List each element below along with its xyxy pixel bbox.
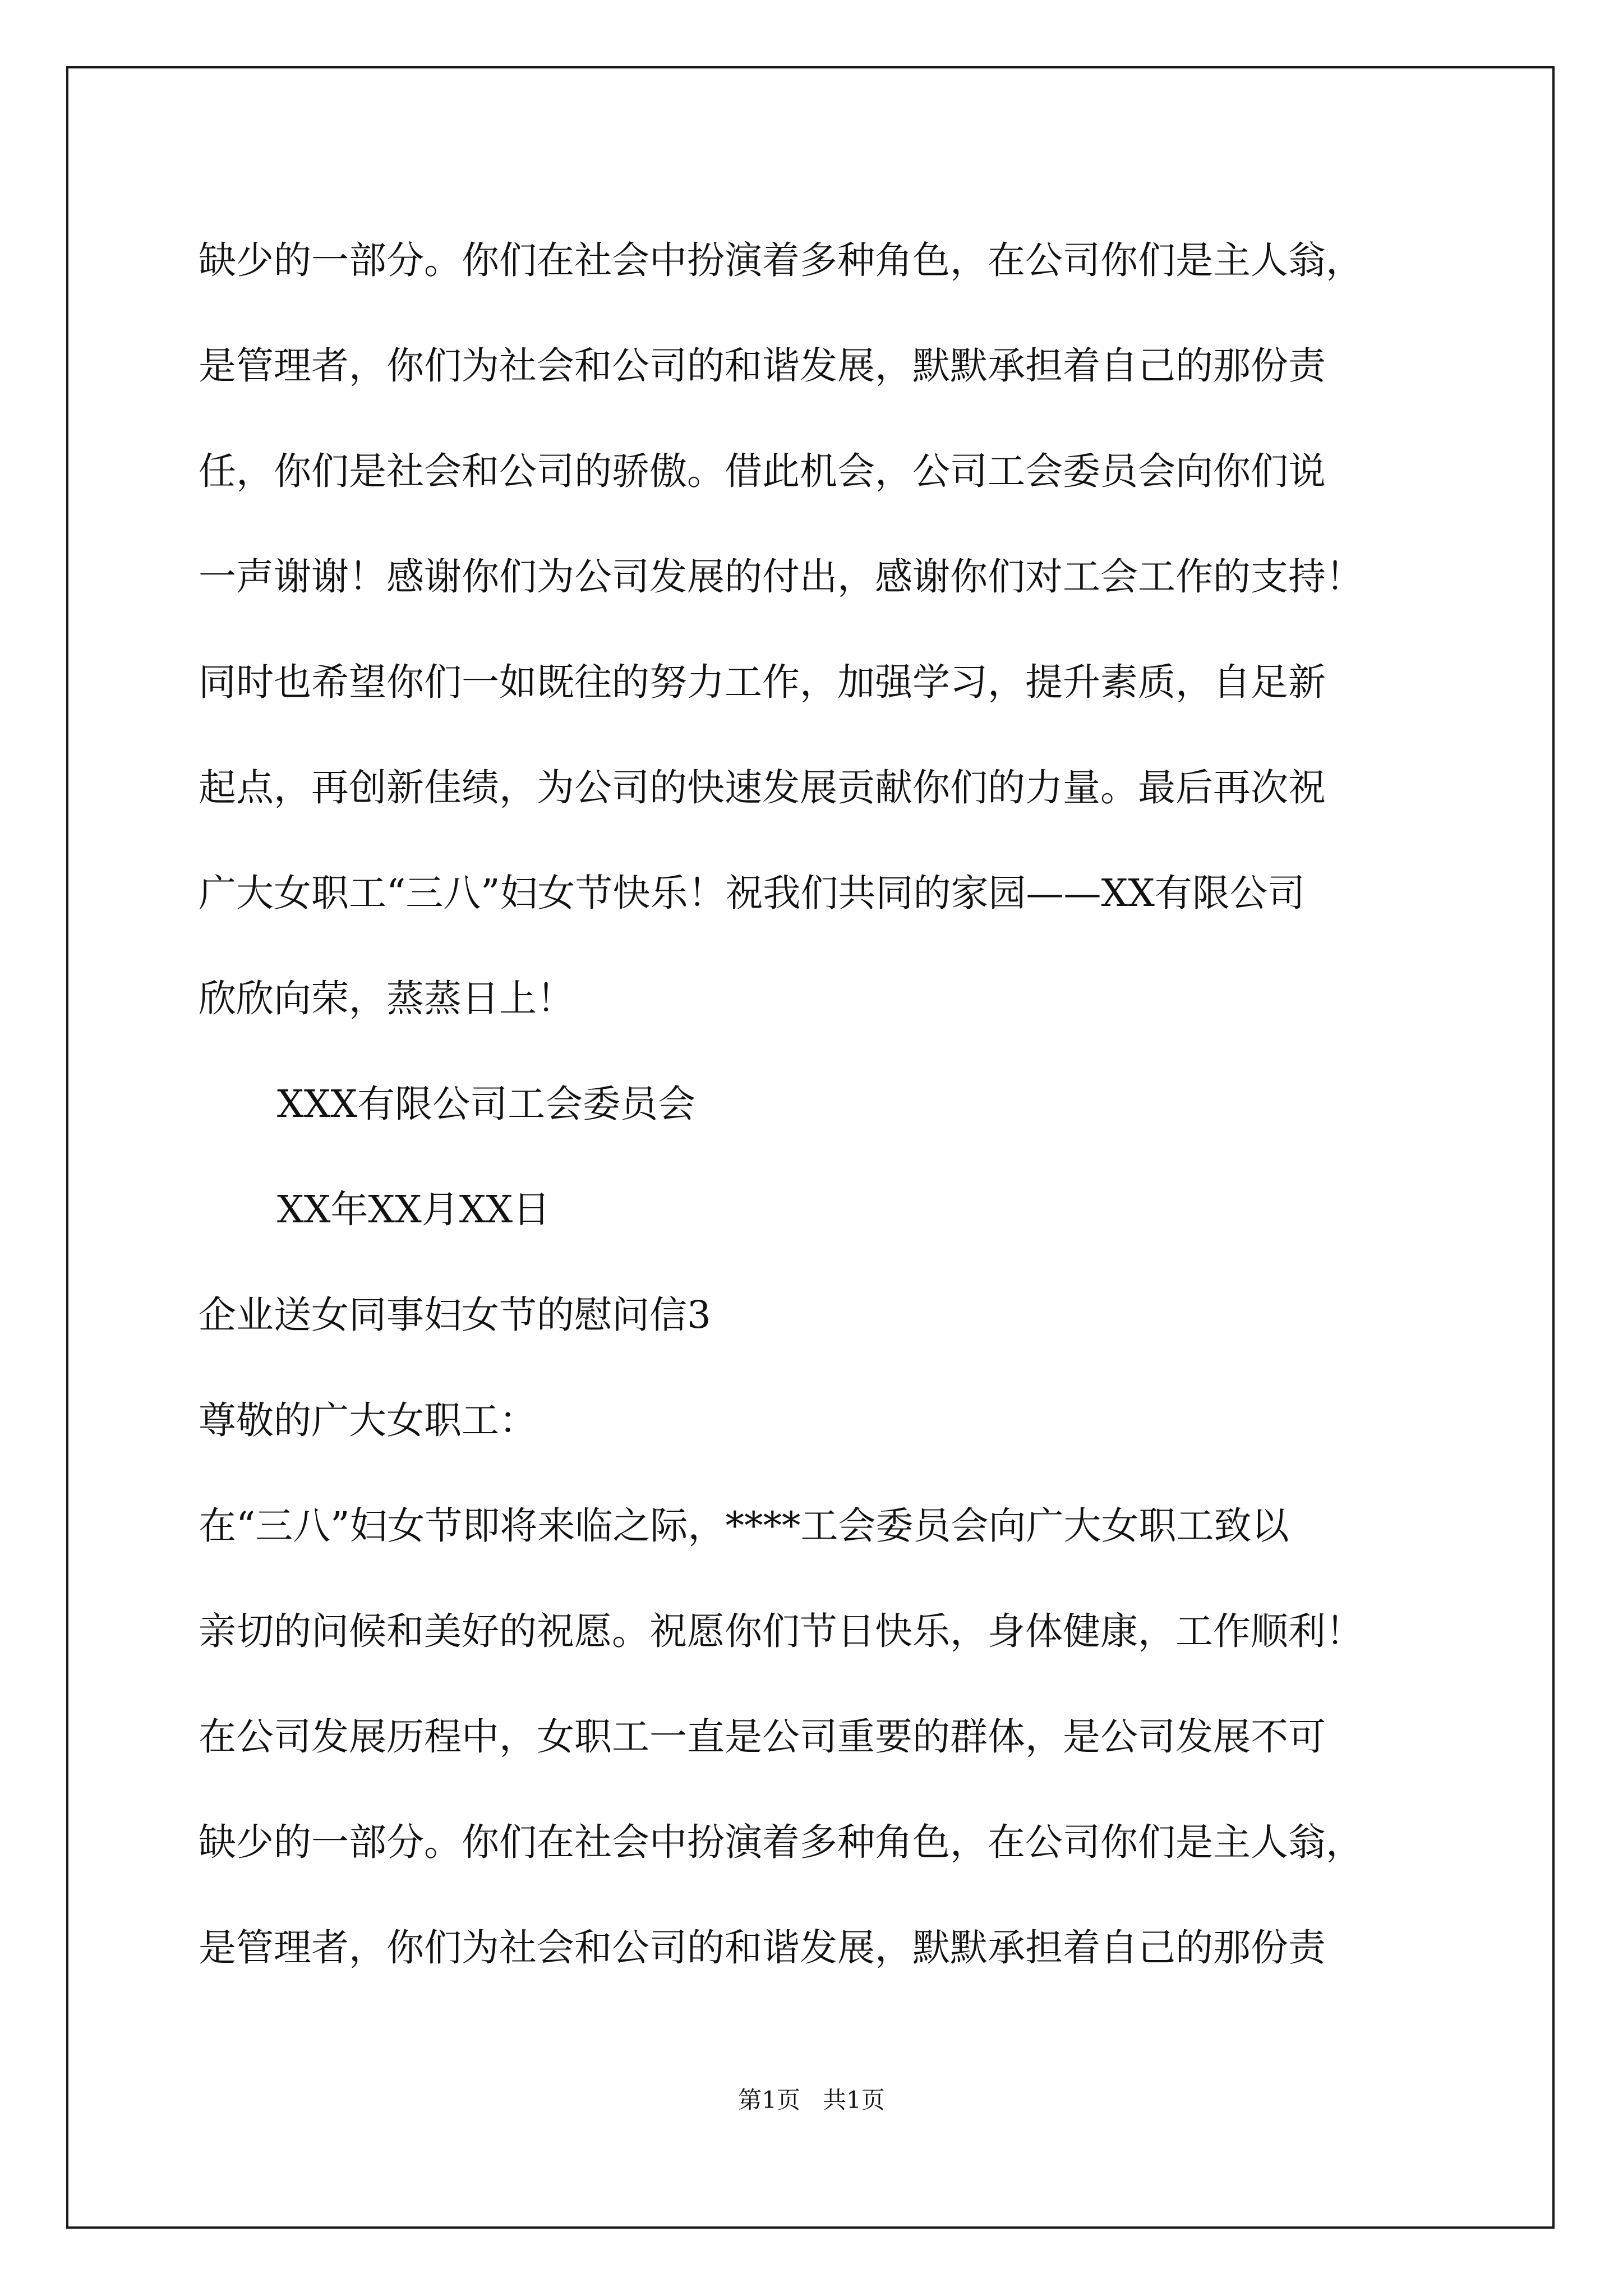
paragraph-line: 是管理者，你们为社会和公司的和谐发展，默默承担着自己的那份责 [199, 344, 1326, 388]
paragraph-line: 欣欣向荣，蒸蒸日上！ [199, 977, 574, 1020]
signature-organization: XXX有限公司工会委员会 [277, 1082, 696, 1126]
salutation: 尊敬的广大女职工： [199, 1398, 537, 1442]
paragraph-line: 广大女职工“三八”妇女节快乐！祝我们共同的家园——XX有限公司 [199, 871, 1305, 915]
paragraph-line: 在“三八”妇女节即将来临之际，****工会委员会向广大女职工致以 [199, 1504, 1289, 1548]
paragraph-line: 一声谢谢！感谢你们为公司发展的付出，感谢你们对工会工作的支持！ [199, 555, 1363, 599]
page-number-footer: 第1页 共1页 [738, 2086, 885, 2114]
document-body [199, 208, 1432, 2000]
paragraph-line: 是管理者，你们为社会和公司的和谐发展，默默承担着自己的那份责 [199, 1926, 1326, 1970]
paragraph-line: 同时也希望你们一如既往的努力工作，加强学习，提升素质，自足新 [199, 660, 1326, 704]
paragraph-line: 在公司发展历程中，女职工一直是公司重要的群体，是公司发展不可 [199, 1715, 1326, 1759]
section-title: 企业送女同事妇女节的慰问信3 [199, 1293, 711, 1337]
signature-date: XX年XX月XX日 [277, 1188, 551, 1231]
paragraph-line: 缺少的一部分。你们在社会中扮演着多种角色，在公司你们是主人翁， [199, 1820, 1363, 1864]
paragraph-line: 任，你们是社会和公司的骄傲。借此机会，公司工会委员会向你们说 [199, 449, 1326, 493]
paragraph-line: 亲切的问候和美好的祝愿。祝愿你们节日快乐，身体健康，工作顺利！ [199, 1609, 1363, 1653]
paragraph-line: 起点，再创新佳绩，为公司的快速发展贡献你们的力量。最后再次祝 [199, 766, 1326, 809]
paragraph-line: 缺少的一部分。你们在社会中扮演着多种角色，在公司你们是主人翁， [199, 238, 1363, 282]
